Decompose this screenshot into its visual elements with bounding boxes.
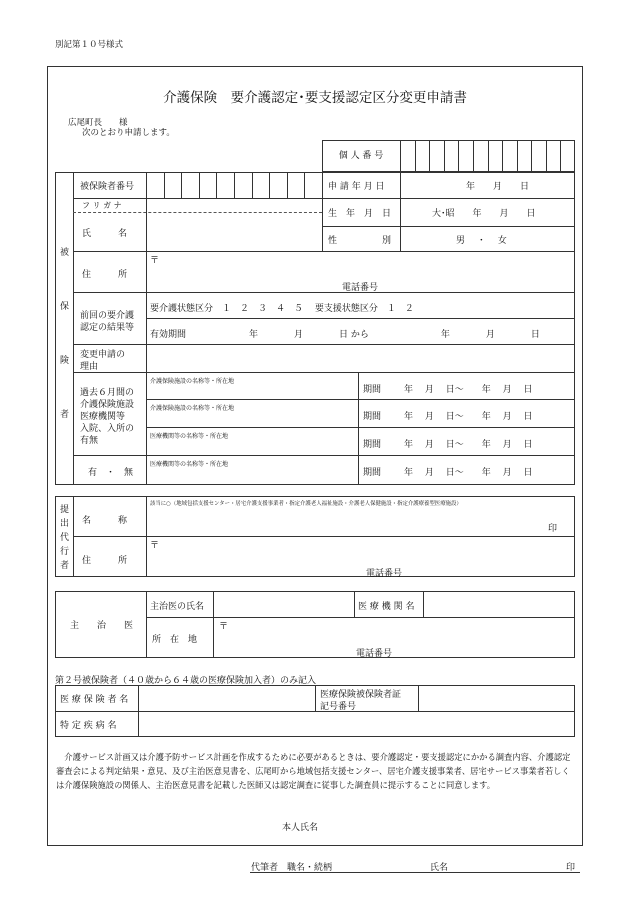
facility-label-2: 介護保険施設	[80, 400, 135, 410]
facility-label-4: 入院、入所の	[80, 424, 135, 434]
phone-label: 電話番号	[342, 283, 379, 293]
section-label-char: 代	[60, 533, 70, 543]
prev-result-label-1: 前回の要介護	[80, 311, 135, 321]
facility-label-3: 医療機関等	[80, 412, 126, 422]
personal-number-label: 個 人 番 号	[338, 151, 384, 161]
facility-period: 年 月 日～ 年 月 日	[404, 440, 533, 450]
proxy-name-label: 氏名	[430, 863, 449, 873]
agent-postal-mark: 〒	[150, 541, 160, 551]
insurer-name-field[interactable]	[142, 690, 310, 706]
section-label-char: 者	[60, 561, 70, 571]
section-label-char: 行	[60, 547, 70, 557]
facility-label-1: 過去６月間の	[80, 388, 135, 398]
section-label-char: 者	[60, 410, 70, 420]
doctor-name-field[interactable]	[218, 596, 348, 612]
change-reason-label-1: 変更申請の	[80, 350, 126, 360]
insured-number-label: 被保険者番号	[80, 182, 135, 192]
specific-disease-field[interactable]	[142, 716, 570, 732]
address-field[interactable]	[162, 253, 562, 273]
section-label-char: 被	[60, 248, 70, 258]
change-reason-label-2: 理由	[80, 362, 99, 372]
facility-period: 年 月 日～ 年 月 日	[404, 468, 533, 478]
facility-row-label: 医療機関等の名称等・所在地	[150, 461, 229, 468]
address-label: 住 所	[82, 270, 128, 280]
facility-period: 年 月 日～ 年 月 日	[404, 385, 533, 395]
intro-text: 次のとおり申請します。	[82, 128, 175, 138]
facility-period-label: 期間	[363, 385, 382, 395]
insurance-card-number-field[interactable]	[422, 690, 570, 706]
agent-phone-label: 電話番号	[366, 569, 403, 579]
valid-period: 有効期間 年 月 日 から 年 月 日	[150, 330, 540, 340]
facility-row-label: 介護保険施設の名称等・所在地	[150, 405, 235, 412]
doctor-phone-label: 電話番号	[356, 649, 393, 659]
agent-seal: 印	[548, 524, 558, 534]
doctor-section-label: 主 治 医	[70, 621, 134, 631]
section-label-char: 出	[60, 519, 70, 529]
proxy-signature-line	[250, 872, 580, 873]
facility-row-label: 医療機関等の名称等・所在地	[150, 433, 229, 440]
section-label-char: 保	[60, 302, 70, 312]
facility-label-5: 有無	[80, 436, 99, 446]
application-date: 年 月 日	[466, 182, 530, 192]
medical-institution-field[interactable]	[428, 596, 568, 612]
signature-label: 本人氏名	[282, 823, 319, 833]
insurer-name-label: 医 療 保 険 者 名	[60, 695, 129, 705]
change-reason-field[interactable]	[150, 350, 570, 368]
proxy-seal: 印	[566, 863, 576, 873]
care-level: 要介護状態区分 １ ２ ３ ４ ５ 要支援状態区分 １ ２	[150, 304, 414, 314]
name-field[interactable]	[150, 222, 318, 238]
furigana-label: フ リ ガ ナ	[82, 201, 122, 210]
section-label-char: 険	[60, 356, 70, 366]
postal-mark: 〒	[150, 256, 160, 266]
section-label-char: 提	[60, 505, 70, 515]
agent-name-label: 名 称	[82, 516, 128, 526]
sex-label: 性 別	[328, 236, 392, 246]
birthdate: 大･昭 年 月 日	[432, 209, 536, 219]
form-number: 別記第１０号様式	[55, 40, 124, 50]
furigana-field[interactable]	[150, 201, 318, 211]
facility-period: 年 月 日～ 年 月 日	[404, 412, 533, 422]
insurance-card-label-2: 記号番号	[320, 702, 357, 712]
agent-address-field[interactable]	[162, 538, 562, 556]
doctor-address-field[interactable]	[232, 619, 562, 635]
type2-heading: 第２号被保険者（４０歳から６４歳の医療保険加入者）のみ記入	[55, 676, 317, 686]
facility-presence[interactable]: 有 ・ 無	[88, 468, 134, 478]
addressee: 広尾町長 様	[68, 118, 128, 128]
facility-period-label: 期間	[363, 468, 382, 478]
birthdate-label: 生 年 月 日	[328, 209, 392, 219]
specific-disease-label: 特 定 疾 病 名	[60, 721, 117, 731]
name-label: 氏 名	[82, 229, 128, 239]
proxy-writer-label: 代筆者 職名・続柄	[251, 863, 333, 873]
agent-name-field[interactable]	[150, 510, 530, 528]
facility-row-label: 介護保険施設の名称等・所在地	[150, 378, 235, 385]
agent-type-note: 該当に○（地域包括支援センター・居宅介護支援事業者・指定介護老人福祉施設・介護老人保健施設・指定介護療養型医療施設）	[150, 501, 462, 507]
application-date-label: 申 請 年 月 日	[328, 182, 385, 192]
facility-period-label: 期間	[363, 412, 382, 422]
insurance-card-label-1: 医療保険被保険者証	[320, 690, 402, 700]
medical-institution-label: 医 療 機 関 名	[358, 602, 415, 612]
facility-period-label: 期間	[363, 440, 382, 450]
agent-address-label: 住 所	[82, 556, 128, 566]
form-title: 介護保険 要介護認定･要支援認定区分変更申請書	[163, 90, 467, 106]
doctor-address-label: 所 在 地	[152, 635, 198, 645]
consent-text: 介護サービス計画又は介護予防サービス計画を作成するために必要があるときは、要介護認定・要支援認定にかかる調査内容、介護認定審査会による判定結果・意見、及び主治医意見書を、広尾町から地域包括支援センター、居宅介護支援事業者、居宅サービス事業者若しくは介護保険施設の関係人、主治医意見書を記載した医師又は認定調査に従事した調査員に提示することに同意します。	[56, 752, 571, 790]
doctor-name-label: 主治医の氏名	[150, 602, 205, 612]
doctor-postal-mark: 〒	[219, 622, 229, 632]
prev-result-label-2: 認定の結果等	[80, 323, 135, 333]
sex-options[interactable]: 男 ・ 女	[456, 236, 507, 246]
